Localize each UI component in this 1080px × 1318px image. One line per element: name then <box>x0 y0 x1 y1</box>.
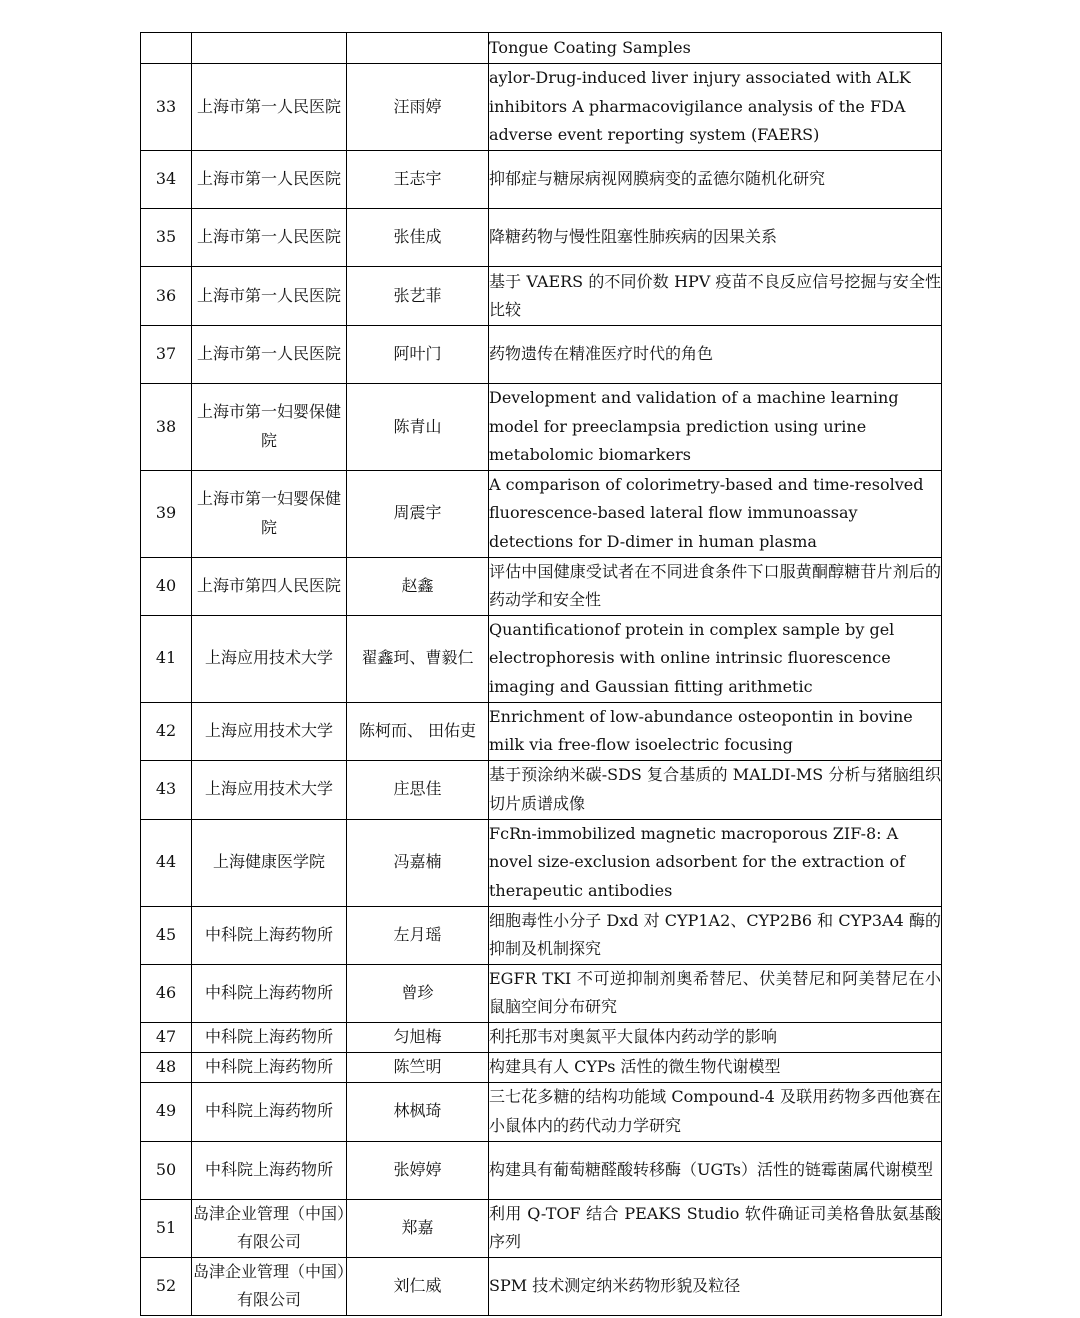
row-institution: 上海市第一人民医院 <box>192 267 347 326</box>
row-institution: 上海市第一人民医院 <box>192 326 347 384</box>
row-number: 47 <box>141 1022 192 1052</box>
row-title: Quantificationof protein in complex sample by gel electrophoresis with online intrinsic fluorescence imaging and Gaussian fitting arithmetic <box>489 615 942 702</box>
row-title: 三七花多糖的结构功能域 Compound-4 及联用药物多西他赛在小鼠体内的药代动力学研究 <box>489 1082 942 1141</box>
row-title: FcRn-immobilized magnetic macroporous ZIF-8: A novel size-exclusion adsorbent for the extraction of therapeutic antibodies <box>489 819 942 906</box>
table-row <box>141 1257 942 1315</box>
row-institution: 中科院上海药物所 <box>192 1022 347 1052</box>
row-author: 阿叶门 <box>347 326 489 384</box>
table-row <box>141 326 942 384</box>
row-author: 王志宇 <box>347 151 489 209</box>
row-title: aylor-Drug-induced liver injury associated with ALK inhibitors A pharmacovigilance analysis of the FDA adverse event reporting system (FAERS) <box>489 64 942 151</box>
row-number: 46 <box>141 964 192 1022</box>
row-institution: 中科院上海药物所 <box>192 906 347 964</box>
row-author: 郑嘉 <box>347 1199 489 1257</box>
row-number: 41 <box>141 615 192 702</box>
row-title: 药物遗传在精准医疗时代的角色 <box>489 326 942 384</box>
table-row <box>141 615 942 702</box>
row-author: 庄思佳 <box>347 760 489 819</box>
row-institution: 上海市第一妇婴保健院 <box>192 384 347 471</box>
row-title: Tongue Coating Samples <box>489 33 942 64</box>
row-institution: 上海应用技术大学 <box>192 760 347 819</box>
table-row <box>141 702 942 760</box>
row-institution: 上海应用技术大学 <box>192 702 347 760</box>
row-number: 38 <box>141 384 192 471</box>
row-title: Development and validation of a machine learning model for preeclampsia prediction using urine metabolomic biomarkers <box>489 384 942 471</box>
row-title: SPM 技术测定纳米药物形貌及粒径 <box>489 1257 942 1315</box>
row-institution: 岛津企业管理（中国）有限公司 <box>192 1199 347 1257</box>
table-row <box>141 760 942 819</box>
row-author: 林枫琦 <box>347 1082 489 1141</box>
table-row <box>141 964 942 1022</box>
row-title: 基于 VAERS 的不同价数 HPV 疫苗不良反应信号挖掘与安全性比较 <box>489 267 942 326</box>
row-institution: 上海健康医学院 <box>192 819 347 906</box>
row-number: 43 <box>141 760 192 819</box>
row-number: 45 <box>141 906 192 964</box>
row-institution: 中科院上海药物所 <box>192 964 347 1022</box>
row-author: 汪雨婷 <box>347 64 489 151</box>
row-author: 张艺菲 <box>347 267 489 326</box>
row-author: 陈青山 <box>347 384 489 471</box>
table-row <box>141 1199 942 1257</box>
table-row <box>141 1052 942 1082</box>
award-list-table-container <box>140 32 941 1316</box>
row-author <box>347 33 489 64</box>
row-title: 细胞毒性小分子 Dxd 对 CYP1A2、CYP2B6 和 CYP3A4 酶的抑制及机制探究 <box>489 906 942 964</box>
row-author: 左月瑶 <box>347 906 489 964</box>
row-number: 50 <box>141 1141 192 1199</box>
row-institution: 中科院上海药物所 <box>192 1082 347 1141</box>
award-list-table <box>140 32 942 1316</box>
row-number: 37 <box>141 326 192 384</box>
row-author: 周震宇 <box>347 470 489 557</box>
row-institution: 上海市第四人民医院 <box>192 557 347 615</box>
row-author: 翟鑫珂、曹毅仁 <box>347 615 489 702</box>
row-title: 评估中国健康受试者在不同进食条件下口服黄酮醇糖苷片剂后的药动学和安全性 <box>489 557 942 615</box>
row-number: 52 <box>141 1257 192 1315</box>
table-row <box>141 819 942 906</box>
row-title: 构建具有人 CYPs 活性的微生物代谢模型 <box>489 1052 942 1082</box>
table-row <box>141 64 942 151</box>
table-row <box>141 267 942 326</box>
table-row <box>141 906 942 964</box>
row-author: 赵鑫 <box>347 557 489 615</box>
row-number: 48 <box>141 1052 192 1082</box>
row-institution: 岛津企业管理（中国）有限公司 <box>192 1257 347 1315</box>
table-row <box>141 470 942 557</box>
row-author: 张佳成 <box>347 209 489 267</box>
row-author: 匀旭梅 <box>347 1022 489 1052</box>
row-number: 51 <box>141 1199 192 1257</box>
table-row <box>141 1022 942 1052</box>
table-row <box>141 151 942 209</box>
row-author: 陈竺明 <box>347 1052 489 1082</box>
row-number <box>141 33 192 64</box>
row-title: A comparison of colorimetry-based and time-resolved fluorescence-based lateral flow immunoassay detections for D-dimer in human plasma <box>489 470 942 557</box>
row-title: 抑郁症与糖尿病视网膜病变的孟德尔随机化研究 <box>489 151 942 209</box>
table-row <box>141 1141 942 1199</box>
row-author: 陈柯而、 田佑吏 <box>347 702 489 760</box>
row-title: 降糖药物与慢性阻塞性肺疾病的因果关系 <box>489 209 942 267</box>
row-institution: 上海市第一妇婴保健院 <box>192 470 347 557</box>
row-number: 44 <box>141 819 192 906</box>
row-number: 36 <box>141 267 192 326</box>
row-title: EGFR TKI 不可逆抑制剂奥希替尼、伏美替尼和阿美替尼在小鼠脑空间分布研究 <box>489 964 942 1022</box>
row-institution: 中科院上海药物所 <box>192 1141 347 1199</box>
row-number: 39 <box>141 470 192 557</box>
row-title: 基于预涂纳米碳-SDS 复合基质的 MALDI-MS 分析与猪脑组织切片质谱成像 <box>489 760 942 819</box>
row-institution <box>192 33 347 64</box>
row-author: 刘仁威 <box>347 1257 489 1315</box>
table-row <box>141 1082 942 1141</box>
row-institution: 上海应用技术大学 <box>192 615 347 702</box>
row-number: 35 <box>141 209 192 267</box>
row-institution: 上海市第一人民医院 <box>192 64 347 151</box>
row-title: 构建具有葡萄糖醛酸转移酶（UGTs）活性的链霉菌属代谢模型 <box>489 1141 942 1199</box>
row-number: 40 <box>141 557 192 615</box>
table-row <box>141 557 942 615</box>
row-number: 42 <box>141 702 192 760</box>
table-row <box>141 209 942 267</box>
row-author: 曾珍 <box>347 964 489 1022</box>
row-institution: 中科院上海药物所 <box>192 1052 347 1082</box>
row-number: 34 <box>141 151 192 209</box>
row-institution: 上海市第一人民医院 <box>192 151 347 209</box>
row-author: 张婷婷 <box>347 1141 489 1199</box>
row-title: 利用 Q-TOF 结合 PEAKS Studio 软件确证司美格鲁肽氨基酸序列 <box>489 1199 942 1257</box>
row-number: 49 <box>141 1082 192 1141</box>
table-row <box>141 384 942 471</box>
row-institution: 上海市第一人民医院 <box>192 209 347 267</box>
row-title: Enrichment of low-abundance osteopontin in bovine milk via free-flow isoelectric focusing <box>489 702 942 760</box>
row-number: 33 <box>141 64 192 151</box>
table-row-continuation <box>141 33 942 64</box>
row-title: 利托那韦对奥氮平大鼠体内药动学的影响 <box>489 1022 942 1052</box>
row-author: 冯嘉楠 <box>347 819 489 906</box>
